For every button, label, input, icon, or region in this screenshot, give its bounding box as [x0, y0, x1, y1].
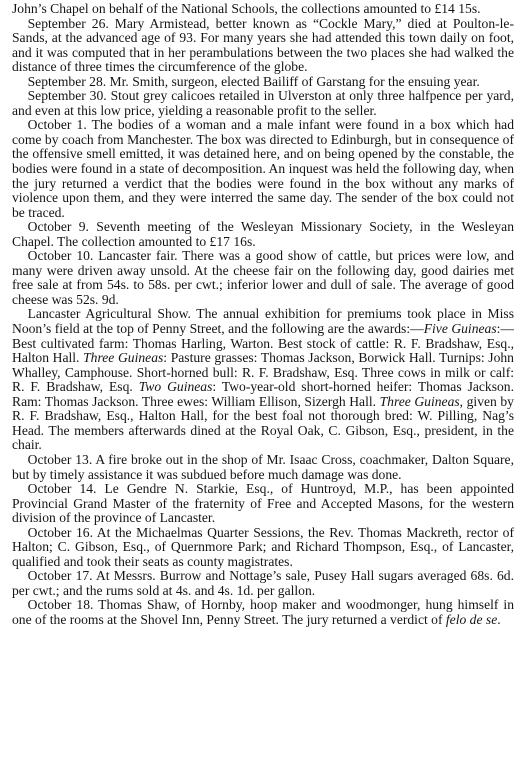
paragraph-september-28: [12, 75, 514, 90]
text-run: October 16. At the Michaelmas Quarter Sessions, the Rev. Thomas Mackreth, rector of Halton; C. Gibson, Esq., of Quernmore Park; and Richard Thompson, Esq., of Lancaster, qualified and took their seats as county magistrates.: [12, 524, 514, 569]
paragraph-september-26: [12, 17, 514, 75]
text-run: John’s Chapel on behalf of the National Schools, the collections amounted to £14 15s.: [12, 1, 481, 16]
paragraph-october-13: [12, 453, 514, 482]
text-run: September 26. Mary Armistead, better known as “Cockle Mary,” died at Poulton-le-Sands, at the advanced age of 93. For many years she had attended this town daily on foot, and it was computed that in her perambulations between the two places she had walked the distance of three times the circumference of the globe.: [12, 15, 514, 75]
text-run: October 14. Le Gendre N. Starkie, Esq., of Huntroyd, M.P., has been appointed Provincial Grand Master of the fraternity of Free and Accepted Masons, for the western division of the province of Lancaster.: [12, 481, 514, 526]
text-run: October 9. Seventh meeting of the Wesleyan Missionary Society, in the Wesleyan Chapel. The collection amounted to £17 16s.: [12, 219, 514, 249]
text-run: : Two-year-old short-horned heifer: Thomas Jackson. Ram: Thomas Jackson. Three ewes: William Ellison, Sizergh Hall.: [12, 379, 514, 409]
text-run: October 13. A fire broke out in the shop of Mr. Isaac Cross, coachmaker, Dalton Square, but by timely assistance it was subdued before much damage was done.: [12, 451, 514, 482]
paragraph-october-16: [12, 526, 514, 570]
paragraph-october-9: [12, 220, 514, 249]
text-run: October 17. At Messrs. Burrow and Nottage’s sale, Pusey Hall sugars averaged 68s. 6d. per cwt.; and the rums sold at 4s. and 4s. 1d. per gallon.: [12, 568, 514, 598]
paragraph-october-14: [12, 482, 514, 526]
text-run: October 1. The bodies of a woman and a male infant were found in a box which had come by coach from Manchester. The box was directed to Edinburgh, but in consequence of the offensive smell emitted, it was detained here, and on being opened by the constable, the bodies were found in a state of decomposition. An inquest was held the following day, when the jury returned a verdict that the bodies were found in the box without any marks of violence upon them, and they were interred the same day. The sender of the box could not be traced.: [12, 117, 514, 220]
paragraph-october-17: [12, 569, 514, 598]
paragraph-october-18: [12, 598, 514, 627]
text-run: , given by R. F. Bradshaw, Esq., Halton Hall, for the best foal not thorough bred: W. Pilling, Nag’s Head. The members afterwards dined at the Royal Oak, C. Gibson, Esq., president, in the chair.: [12, 393, 514, 453]
paragraph-october-10: [12, 249, 514, 307]
text-run: September 30. Stout grey calicoes retailed in Ulverston at only three halfpence per yard, and even at this low price, yielding a reasonable profit to the seller.: [12, 88, 514, 118]
italic-text-run: Two Guineas: [138, 379, 213, 395]
text-run: October 18. Thomas Shaw, of Hornby, hoop maker and woodmonger, hung himself in one of the rooms at the Shovel Inn, Penny Street. The jury returned a verdict of: [12, 597, 514, 627]
italic-text-run: Three Guineas: [83, 350, 164, 366]
paragraph-national-schools-collection: [12, 2, 514, 17]
italic-text-run: Three Guineas: [379, 393, 460, 409]
text-run: .: [497, 611, 501, 627]
paragraph-agricultural-show: [12, 307, 514, 452]
text-run: : Pasture grasses: Thomas Jackson, Borwick Hall. Turnips: John Whalley, Camphouse. Short-horned bull: R. F. Bradshaw, Esq. Three cows in milk or calf: R. F. Bradshaw, Esq.: [12, 350, 514, 395]
italic-text-run: Five Guineas: [423, 321, 497, 337]
text-run: Lancaster Agricultural Show. The annual exhibition for premiums took place in Miss Noon’s field at the top of Penny Street, and the following are the awards:—: [12, 306, 514, 337]
text-run: :—Best cultivated farm: Thomas Harling, Warton. Best stock of cattle: R. F. Bradshaw, Esq., Halton Hall.: [12, 321, 515, 366]
italic-text-run: felo de se: [445, 611, 498, 627]
text-run: September 28. Mr. Smith, surgeon, elected Bailiff of Garstang for the ensuing year.: [27, 73, 480, 89]
text-run: October 10. Lancaster fair. There was a good show of cattle, but prices were low, and many were driven away unsold. At the cheese fair on the following day, good dairies met free sale at from 54s. to 58s. per cwt.; inferior lower and dull of sale. The average of good cheese was 52s. 9d.: [12, 248, 514, 307]
paragraph-september-30: [12, 89, 514, 118]
paragraph-october-1: [12, 118, 514, 220]
